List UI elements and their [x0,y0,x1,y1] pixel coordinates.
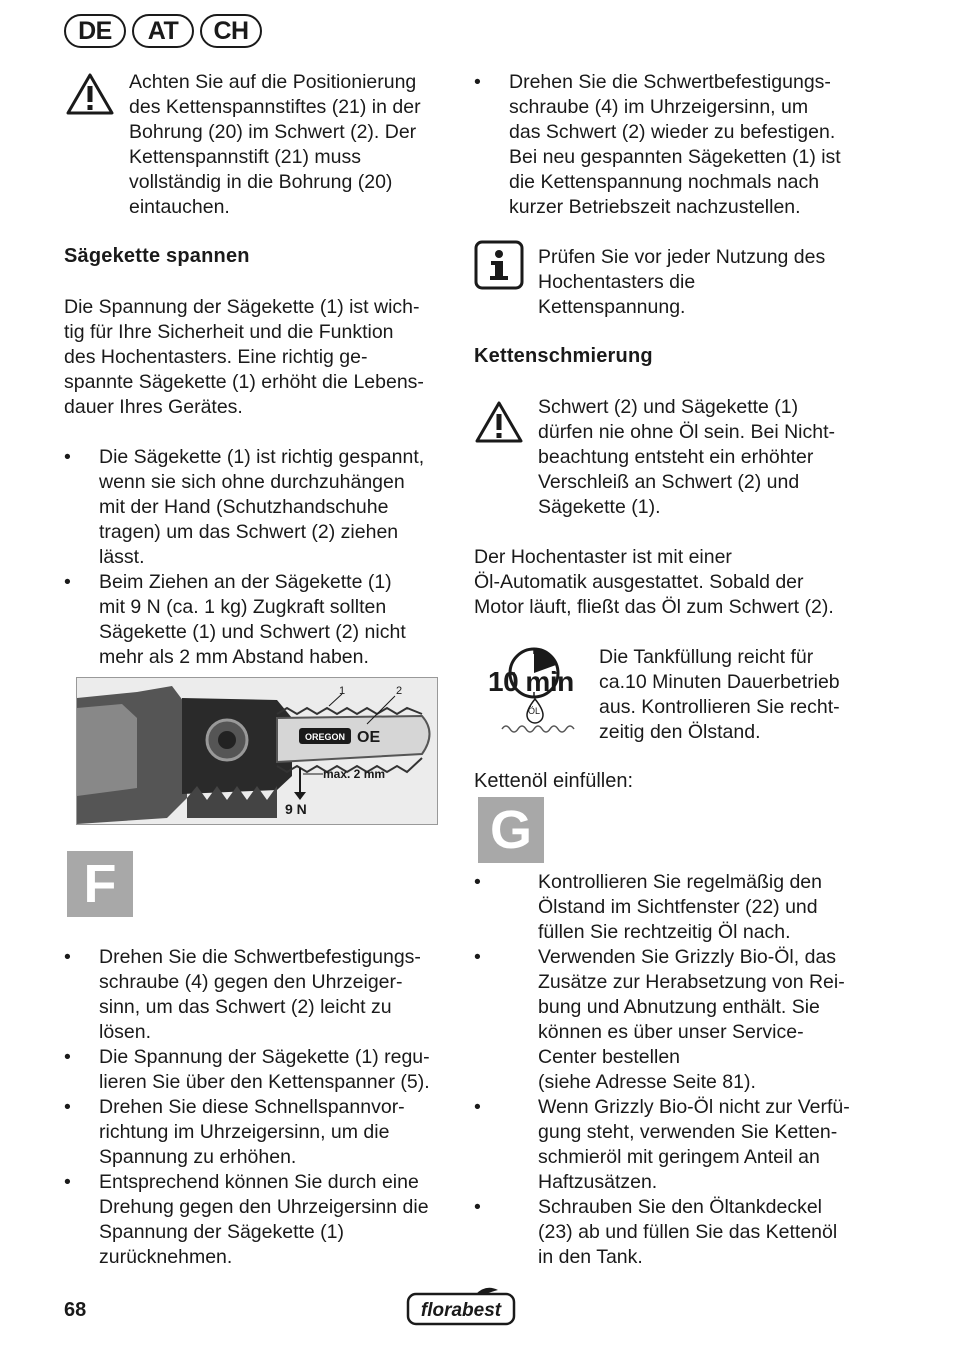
heading-kettenschmierung: Kettenschmierung [474,345,653,367]
text-line: kurzer Betriebszeit nachzustellen. [509,196,801,218]
text-line: lösen. [99,1021,152,1043]
text-line: Öl-Automatik ausgestattet. Sobald der [474,571,804,593]
timer-text [599,645,879,745]
right-warning-text [538,395,868,520]
text-line: gung steht, verwenden Sie Ketten- [538,1121,838,1143]
text-line: • Die Spannung der Sägekette (1) regu- [99,1046,430,1068]
text-line: • Kontrollieren Sie regelmäßig den [538,871,822,893]
badge-ch: CH [200,14,262,48]
list-item [64,570,454,670]
text-line: zeitig den Ölstand. [599,721,761,743]
text-line: Ölstand im Sichtfenster (22) und [538,896,818,918]
text-line: aus. Kontrollieren Sie recht- [599,696,840,718]
text-line: (23) ab und füllen Sie das Kettenöl [538,1221,838,1243]
list-item [474,945,874,1095]
text-line: • Beim Ziehen an der Sägekette (1) [99,571,392,593]
text-line: sinn, um das Schwert (2) leicht zu [99,996,392,1018]
list-item [64,1045,459,1095]
text-line: • Die Sägekette (1) ist richtig gespannt, [99,446,425,468]
left-warning-text [129,70,449,220]
text-line: dürfen nie ohne Öl sein. Bei Nicht- [538,421,835,443]
country-badges [64,14,262,48]
right-para [474,545,874,620]
text-line: schmieröl mit geringem Anteil an [538,1146,820,1168]
text-line: • Drehen Sie die Schwertbefestigungs- [509,71,831,93]
list-item [64,445,454,570]
right-bullets-1 [474,70,874,220]
text-line: zurücknehmen. [99,1246,233,1268]
text-line: vollständig in die Bohrung (20) [129,171,393,193]
text-line: mit 9 N (ca. 1 kg) Zugkraft sollten [99,596,387,618]
section-letter-g: G [478,797,544,863]
left-bullets-1 [64,445,454,670]
text-line: richtung im Uhrzeigersinn, um die [99,1121,390,1143]
text-line: Drehung gegen den Uhrzeigersinn die [99,1196,429,1218]
text-line: Haftzusätzen. [538,1171,658,1193]
text-line: spannte Sägekette (1) erhöht die Lebens- [64,371,424,393]
text-line: lässt. [99,546,145,568]
callout-1: 1 [339,685,346,697]
bar-oe-label: OE [357,729,381,746]
info-text [538,245,868,320]
chainsaw-illustration [77,678,437,824]
text-line: Spannung zu erhöhen. [99,1146,297,1168]
text-line: Verschleiß an Schwert (2) und [538,471,800,493]
callout-2: 2 [396,685,403,697]
text-line: eintauchen. [129,196,230,218]
section-letter-f: F [67,851,133,917]
text-line: Kettenspannstift (21) muss [129,146,361,168]
text-line: ca.10 Minuten Dauerbetrieb [599,671,840,693]
text-line: Bei neu gespannten Sägeketten (1) ist [509,146,841,168]
text-line: das Schwert (2) wieder zu befestigen. [509,121,836,143]
text-line: schraube (4) im Uhrzeigersinn, um [509,96,809,118]
text-line: Zusätze zur Herabsetzung von Rei- [538,971,845,993]
heading-saegekette-spannen: Sägekette spannen [64,245,250,267]
list-item [64,1170,459,1270]
text-line: mehr als 2 mm Abstand haben. [99,646,369,668]
timer-icon [484,645,584,740]
right-bullets-2 [474,870,874,1270]
warning-icon [66,72,114,123]
text-line: Die Tankfüllung reicht für [599,646,814,668]
badge-at: AT [132,14,194,48]
text-line: Kettenspannung. [538,296,686,318]
text-line: Achten Sie auf die Positionierung [129,71,417,93]
list-item [64,1095,459,1170]
text-line: tig für Ihre Sicherheit und die Funktion [64,321,394,343]
oil-label: ÖL [528,706,541,716]
subheading-kettenoel: Kettenöl einfüllen: [474,770,634,792]
text-line: Prüfen Sie vor jeder Nutzung des [538,246,826,268]
text-line: in den Tank. [538,1246,643,1268]
badge-de: DE [64,14,126,48]
text-line: • Entsprechend können Sie durch eine [99,1171,419,1193]
text-line: bung und Abnutzung enthält. Sie [538,996,820,1018]
max-distance-label: max. 2 mm [323,767,386,781]
list-item [474,70,874,220]
text-line: • Schrauben Sie den Öltankdeckel [538,1196,823,1218]
text-line: Sägekette (1). [538,496,661,518]
list-item [474,1095,874,1195]
text-line: beachtung entsteht ein erhöhter [538,446,814,468]
left-bullets-2 [64,945,459,1270]
text-line: Bohrung (20) im Schwert (2). Der [129,121,417,143]
text-line: Spannung der Sägekette (1) [99,1221,345,1243]
text-line: des Hochentasters. Eine richtig ge- [64,346,368,368]
text-line: tragen) um das Schwert (2) ziehen [99,521,399,543]
chain-tension-figure [76,677,438,825]
timer-label: 10 min [488,666,574,697]
text-line: die Kettenspannung nochmals nach [509,171,820,193]
text-line: Die Spannung der Sägekette (1) ist wich- [64,296,420,318]
logo-text: florabest [420,1300,502,1321]
text-line: Hochentasters die [538,271,696,293]
text-line: • Verwenden Sie Grizzly Bio-Öl, das [538,946,837,968]
text-line: dauer Ihres Gerätes. [64,396,243,418]
text-line: Schwert (2) und Sägekette (1) [538,396,799,418]
text-line: füllen Sie rechtzeitig Öl nach. [538,921,791,943]
text-line: schraube (4) gegen den Uhrzeiger- [99,971,403,993]
text-line: • Wenn Grizzly Bio-Öl nicht zur Verfü- [538,1096,850,1118]
text-line: mit der Hand (Schutzhandschuhe [99,496,389,518]
page-number: 68 [64,1299,87,1321]
text-line: des Kettenspannstiftes (21) in der [129,96,421,118]
text-line: • Drehen Sie die Schwertbefestigungs- [99,946,421,968]
text-line: lieren Sie über den Kettenspanner (5). [99,1071,430,1093]
bar-brand-label: OREGON [304,732,346,742]
left-intro [64,295,454,420]
text-line: (siehe Adresse Seite 81). [538,1071,756,1093]
text-line: Center bestellen [538,1046,681,1068]
warning-icon [475,400,523,451]
text-line: Der Hochentaster ist mit einer [474,546,732,568]
list-item [474,1195,874,1270]
text-line: • Drehen Sie diese Schnellspannvor- [99,1096,405,1118]
force-label: 9 N [285,801,307,817]
text-line: wenn sie sich ohne durchzuhängen [99,471,405,493]
text-line: können es über unser Service- [538,1021,804,1043]
info-icon [474,240,524,297]
list-item [474,870,874,945]
text-line: Sägekette (1) und Schwert (2) nicht [99,621,406,643]
florabest-logo [406,1286,516,1326]
text-line: Motor läuft, fließt das Öl zum Schwert (2). [474,596,834,618]
list-item [64,945,459,1045]
